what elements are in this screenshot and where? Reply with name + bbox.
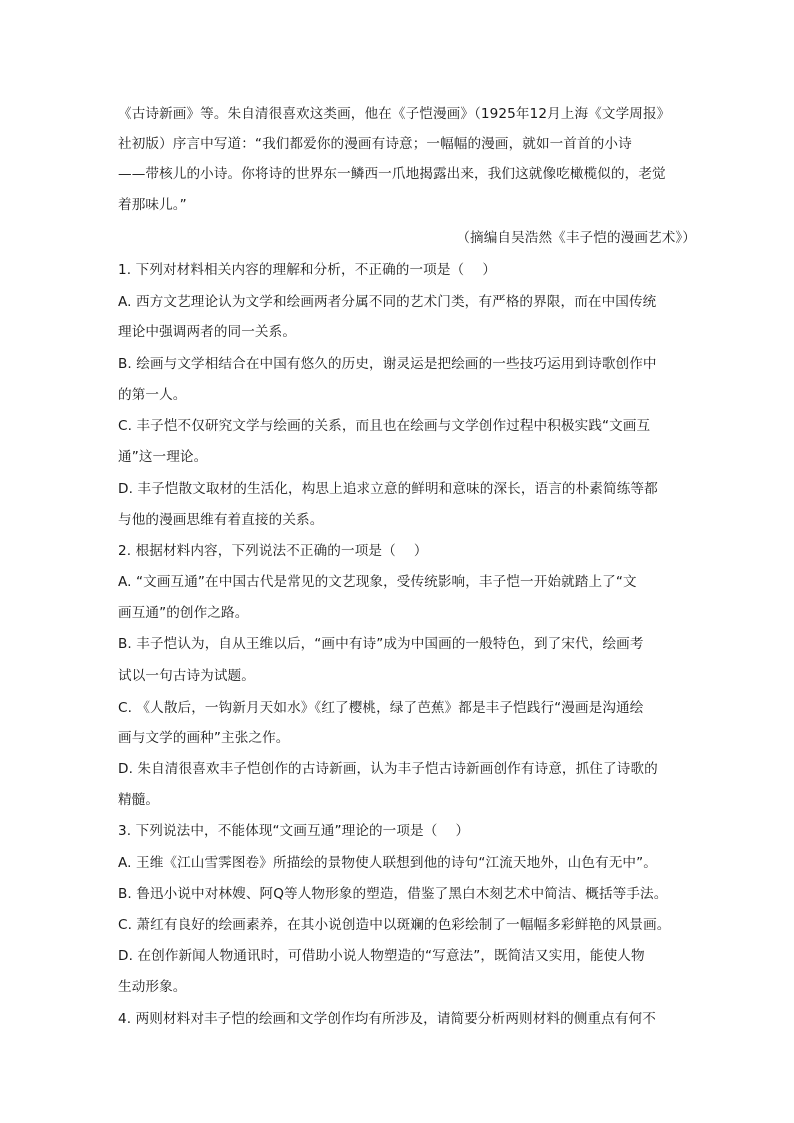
option-text: A. 王维《江山雪霁图卷》所描绘的景物使人联想到他的诗句“江流天地外，山色有无中”。 [118,855,657,871]
source-citation: （摘编自吴浩然《丰子恺的漫画艺术》） [456,230,696,246]
option-text: C. 萧红有良好的绘画素养，在其小说创造中以斑斓的色彩绘制了一幅幅多彩鲜艳的风景画。 [118,917,671,933]
option-text: A. 西方文艺理论认为文学和绘画两者分属不同的艺术门类，有严格的界限，而在中国传统 [118,294,657,310]
option-text: B. 绘画与文学相结合在中国有悠久的历史，谢灵运是把绘画的一些技巧运用到诗歌创作中 [118,356,657,372]
text-line: 《古诗新画》等。朱自清很喜欢这类画，他在《子恺漫画》（1925年12月上海《文学周报》 [118,106,671,122]
option-text: D. 在创作新闻人物通讯时，可借助小说人物塑造的“写意法”，既简洁又实用，能使人物 [118,948,645,964]
option-text: C. 丰子恺不仅研究文学与绘画的关系，而且也在绘画与文学创作过程中积极实践“文画互 [118,418,651,434]
question-4-stem: 4. 两则材料对丰子恺的绘画和文学创作均有所涉及，请简要分析两则材料的侧重点有何不 [118,1011,656,1027]
text-line: 社初版）序言中写道：“我们都爱你的漫画有诗意；一幅幅的漫画，就如一首首的小诗 [118,136,632,152]
question-3-stem: 3. 下列说法中，不能体现“文画互通”理论的一项是（ ） [118,823,470,839]
option-text: 的第一人。 [118,387,187,403]
text-line: 着那味儿。” [118,197,187,213]
option-text: D. 丰子恺散文取材的生活化，构思上追求立意的鲜明和意味的深长，语言的朴素简练等都 [118,481,658,497]
option-text: 精髓。 [118,792,160,808]
option-text: 试以一句古诗为试题。 [118,668,255,684]
option-text: D. 朱自清很喜欢丰子恺创作的古诗新画，认为丰子恺古诗新画创作有诗意，抓住了诗歌的 [118,761,658,777]
option-text: B. 鲁迅小说中对林嫂、阿Q等人物形象的塑造，借鉴了黑白木刻艺术中简洁、概括等手法。 [118,886,668,902]
option-text: 理论中强调两者的同一关系。 [118,324,297,340]
option-text: 画与文学的画种”主张之作。 [118,730,290,746]
option-text: 生动形象。 [118,979,187,995]
question-2-stem: 2. 根据材料内容，下列说法不正确的一项是（ ） [118,543,428,559]
text-line: ——带核儿的小诗。你将诗的世界东一鳞西一爪地揭露出来，我们这就像吃橄榄似的，老觉 [118,166,666,182]
option-text: 画互通”的创作之路。 [118,605,249,621]
question-1-stem: 1. 下列对材料相关内容的理解和分析，不正确的一项是（ ） [118,262,497,278]
option-text: C. 《人散后，一钩新月天如水》《红了樱桃，绿了芭蕉》都是丰子恺践行“漫画是沟通绘 [118,700,644,716]
option-text: 与他的漫画思维有着直接的关系。 [118,512,324,528]
option-text: B. 丰子恺认为，自从王维以后，“画中有诗”成为中国画的一般特色，到了宋代，绘画考 [118,636,644,652]
option-text: A. “文画互通”在中国古代是常见的文艺现象，受传统影响，丰子恺一开始就踏上了“文 [118,574,637,590]
option-text: 通”这一理论。 [118,449,208,465]
